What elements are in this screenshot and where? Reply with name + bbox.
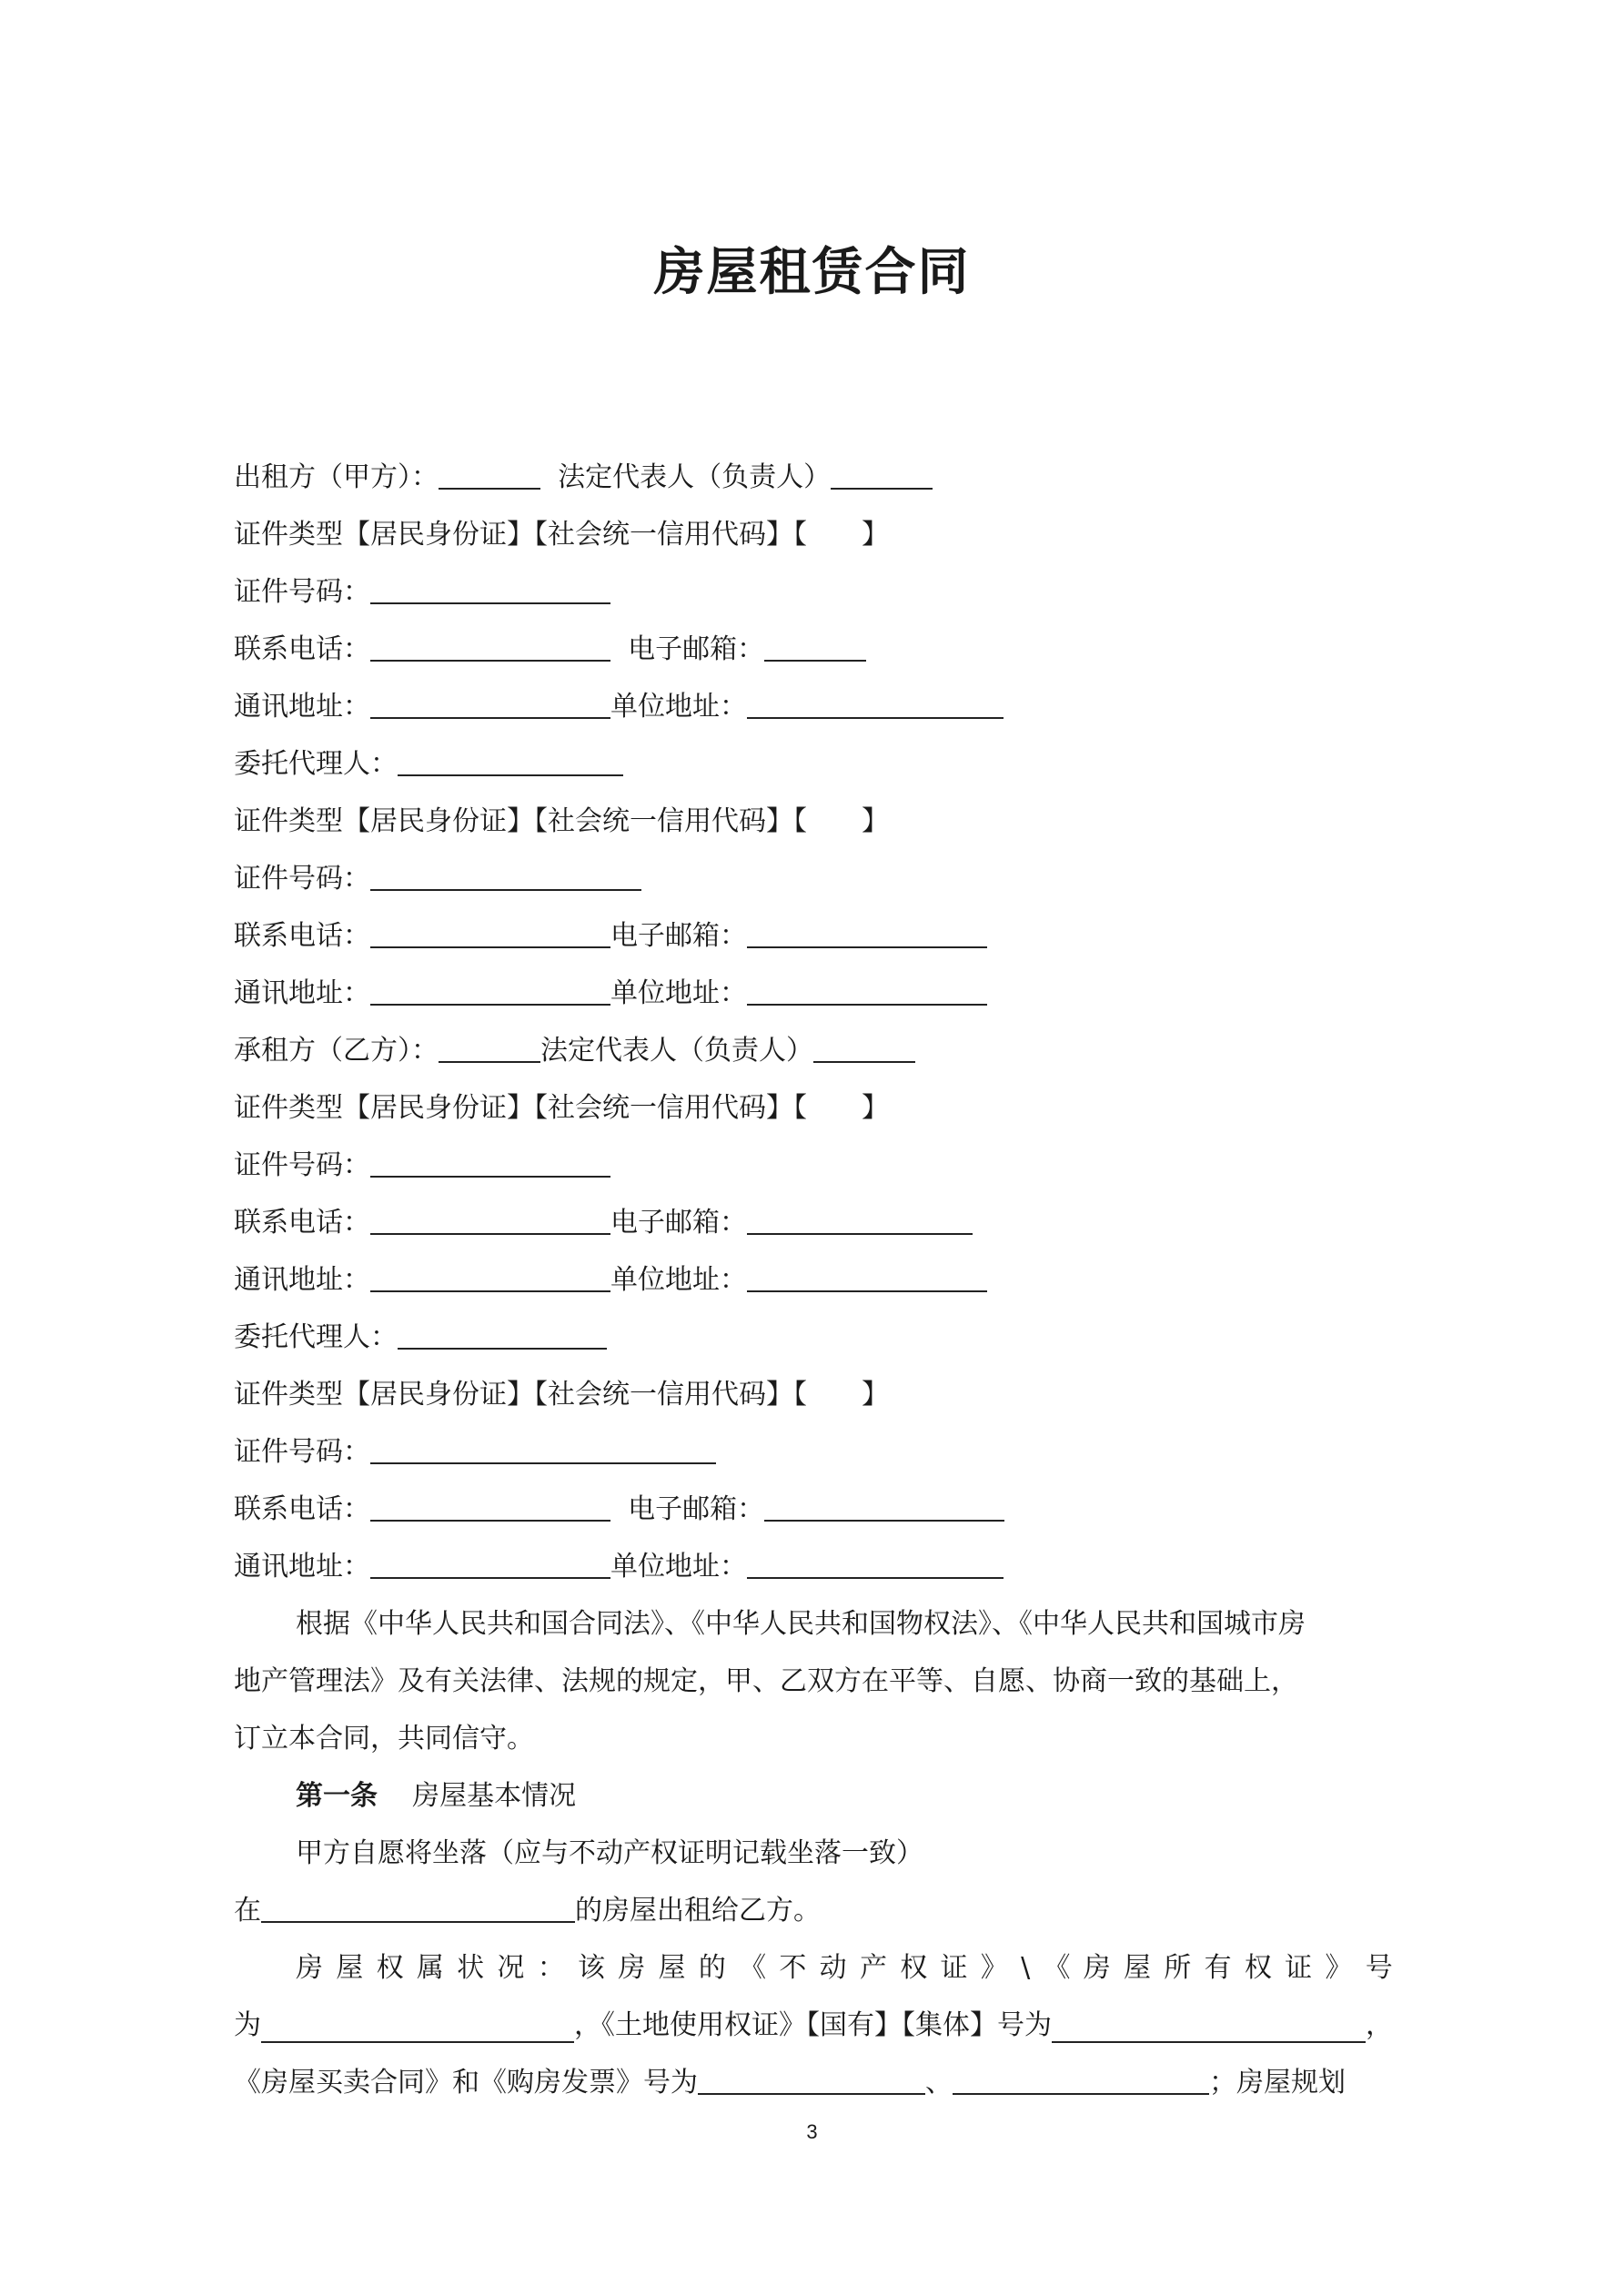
ownership-char: 有 [1204,1952,1232,1984]
addr-label: 通讯地址： [234,977,370,1009]
agent-a-id-no-line [234,856,641,902]
ownership-char: 屋 [336,1952,364,1984]
ownership-prefix: 为 [234,2009,261,2041]
phone-label: 联系电话： [234,633,370,665]
lessee-rep-blank[interactable] [813,1028,915,1063]
lessee-id-type: 证件类型【居民身份证】【社会统一信用代码】【 】 [234,1092,889,1124]
agent-label: 委托代理人： [234,748,398,780]
lessee-addr-line [234,1258,987,1303]
agent-a-blank[interactable] [398,742,623,776]
ownership-line-3 [234,2060,1346,2106]
planning-label: ；房屋规划 [1209,2067,1346,2099]
lessee-id-no-blank[interactable] [370,1143,610,1178]
lessor-line [234,455,933,501]
agent-a-email-blank[interactable] [747,914,987,948]
ownership-char: 权 [376,1952,404,1984]
lessor-addr-line [234,684,1004,730]
lessee-phone-line [234,1200,973,1246]
agent-a-id-no-blank[interactable] [370,856,641,891]
location-intro: 甲方自愿将坐落（应与不动产权证明记载坐落一致） [296,1837,923,1869]
lessee-id-no-line [234,1143,610,1188]
ownership-char: \ [1021,1952,1031,1984]
ownership-char: 房 [618,1952,646,1984]
lessor-phone-blank[interactable] [370,627,610,662]
ownership-char: 证 [1285,1952,1313,1984]
phone-label: 联系电话： [234,920,370,952]
lessor-label: 出租方（甲方）： [234,461,439,493]
unit-label: 单位地址： [610,1551,747,1583]
ownership-char: 该 [577,1952,605,1984]
land-cert-blank[interactable] [1052,2008,1366,2043]
ownership-char: 房 [296,1952,323,1984]
lessor-unit-blank[interactable] [747,684,1004,719]
lessee-label: 承租方（乙方）： [234,1035,439,1067]
ownership-cert-blank[interactable] [261,2008,574,2043]
location-blank[interactable] [261,1888,575,1923]
agent-b-line [234,1315,607,1360]
preamble-line-2: 地产管理法》及有关法律、法规的规定，甲、乙双方在平等、自愿、协商一致的基础上， [234,1665,1298,1697]
lessor-id-no-blank[interactable] [370,570,610,604]
agent-a-phone-blank[interactable] [370,914,610,948]
ownership-char: ： [537,1952,565,1984]
ownership-char: 屋 [658,1952,686,1984]
agent-b-phone-line [234,1487,1004,1532]
lessor-phone-line [234,627,866,673]
agent-a-addr-line [234,971,987,1017]
article-number: 第一条 [296,1780,378,1812]
agent-b-id-type: 证件类型【居民身份证】【社会统一信用代码】【 】 [234,1379,889,1411]
ownership-char: 权 [900,1952,928,1984]
ownership-char: 《 [739,1952,767,1984]
agent-b-blank[interactable] [398,1315,607,1350]
email-label: 电子邮箱： [628,1493,765,1525]
preamble-line-1: 根据《中华人民共和国合同法》、《中华人民共和国物权法》、《中华人民共和国城市房 [296,1608,1306,1640]
agent-b-addr-blank[interactable] [370,1544,610,1579]
article-title: 房屋基本情况 [412,1780,577,1812]
unit-label: 单位地址： [610,691,747,723]
invoice-no-blank[interactable] [953,2060,1209,2095]
agent-a-addr-blank[interactable] [370,971,610,1006]
lessee-rep-label: 法定代表人（负责人） [540,1035,813,1067]
lessor-id-type: 证件类型【居民身份证】【社会统一信用代码】【 】 [234,519,889,551]
land-cert-label: ，《土地使用权证》【国有】【集体】号为 [574,2009,1052,2041]
addr-label: 通讯地址： [234,691,370,723]
agent-label: 委托代理人： [234,1321,398,1353]
ownership-char: 产 [859,1952,887,1984]
ownership-char: 屋 [1124,1952,1152,1984]
agent-b-unit-blank[interactable] [747,1544,1004,1579]
agent-b-addr-line [234,1544,1004,1590]
agent-a-phone-line [234,914,987,959]
id-no-label: 证件号码： [234,1149,370,1181]
lessor-addr-blank[interactable] [370,684,610,719]
email-label: 电子邮箱： [610,920,747,952]
ownership-char: 证 [940,1952,968,1984]
location-line [234,1888,821,1934]
contract-no-blank[interactable] [698,2060,925,2095]
location-prefix: 在 [234,1895,261,1927]
lessee-unit-blank[interactable] [747,1258,987,1292]
lessor-rep-label: 法定代表人（负责人） [558,461,832,493]
contract-invoice-label: 《房屋买卖合同》和《购房发票》号为 [234,2067,698,2099]
lessee-blank[interactable] [439,1028,540,1063]
lessor-blank[interactable] [439,455,540,490]
id-no-label: 证件号码： [234,1436,370,1468]
id-no-label: 证件号码： [234,576,370,608]
ownership-char: 属 [416,1952,444,1984]
lessor-rep-blank[interactable] [831,455,933,490]
agent-b-id-no-line [234,1430,716,1475]
addr-label: 通讯地址： [234,1264,370,1296]
ownership-char: 不 [779,1952,807,1984]
email-label: 电子邮箱： [628,633,765,665]
ownership-char: 动 [819,1952,847,1984]
lessee-email-blank[interactable] [747,1200,973,1235]
ownership-char: 《 [1043,1952,1071,1984]
ownership-comma: ， [1366,2009,1393,2041]
agent-a-unit-blank[interactable] [747,971,987,1006]
agent-a-line [234,742,623,787]
ownership-char: 房 [1083,1952,1111,1984]
ownership-char: 所 [1164,1952,1192,1984]
lessee-phone-blank[interactable] [370,1200,610,1235]
location-suffix: 的房屋出租给乙方。 [575,1895,821,1927]
phone-label: 联系电话： [234,1493,370,1525]
email-label: 电子邮箱： [610,1207,747,1239]
unit-label: 单位地址： [610,977,747,1009]
ownership-char: 号 [1365,1952,1393,1984]
unit-label: 单位地址： [610,1264,747,1296]
agent-a-id-type: 证件类型【居民身份证】【社会统一信用代码】【 】 [234,805,889,837]
page-title: 房屋租赁合同 [653,242,971,302]
ownership-char: 权 [1244,1952,1272,1984]
addr-label: 通讯地址： [234,1551,370,1583]
ownership-char: 况 [497,1952,525,1984]
lessor-email-blank[interactable] [764,627,866,662]
lessee-line [234,1028,915,1074]
ownership-char: 》 [1325,1952,1353,1984]
preamble-line-3: 订立本合同，共同信守。 [234,1723,534,1755]
page-number: 3 [806,2120,818,2143]
ownership-line [296,1946,1393,1991]
agent-b-id-no-blank[interactable] [370,1430,716,1464]
phone-label: 联系电话： [234,1207,370,1239]
agent-b-phone-blank[interactable] [370,1487,610,1522]
ownership-char: 的 [698,1952,726,1984]
ownership-char: 状 [457,1952,485,1984]
ownership-char: 》 [980,1952,1008,1984]
ownership-line-2 [234,2003,1393,2048]
article-1-heading [296,1774,576,1819]
lessee-addr-blank[interactable] [370,1258,610,1292]
agent-b-email-blank[interactable] [764,1487,1004,1522]
separator: 、 [925,2067,953,2099]
lessor-id-no-line [234,570,610,615]
id-no-label: 证件号码： [234,863,370,895]
